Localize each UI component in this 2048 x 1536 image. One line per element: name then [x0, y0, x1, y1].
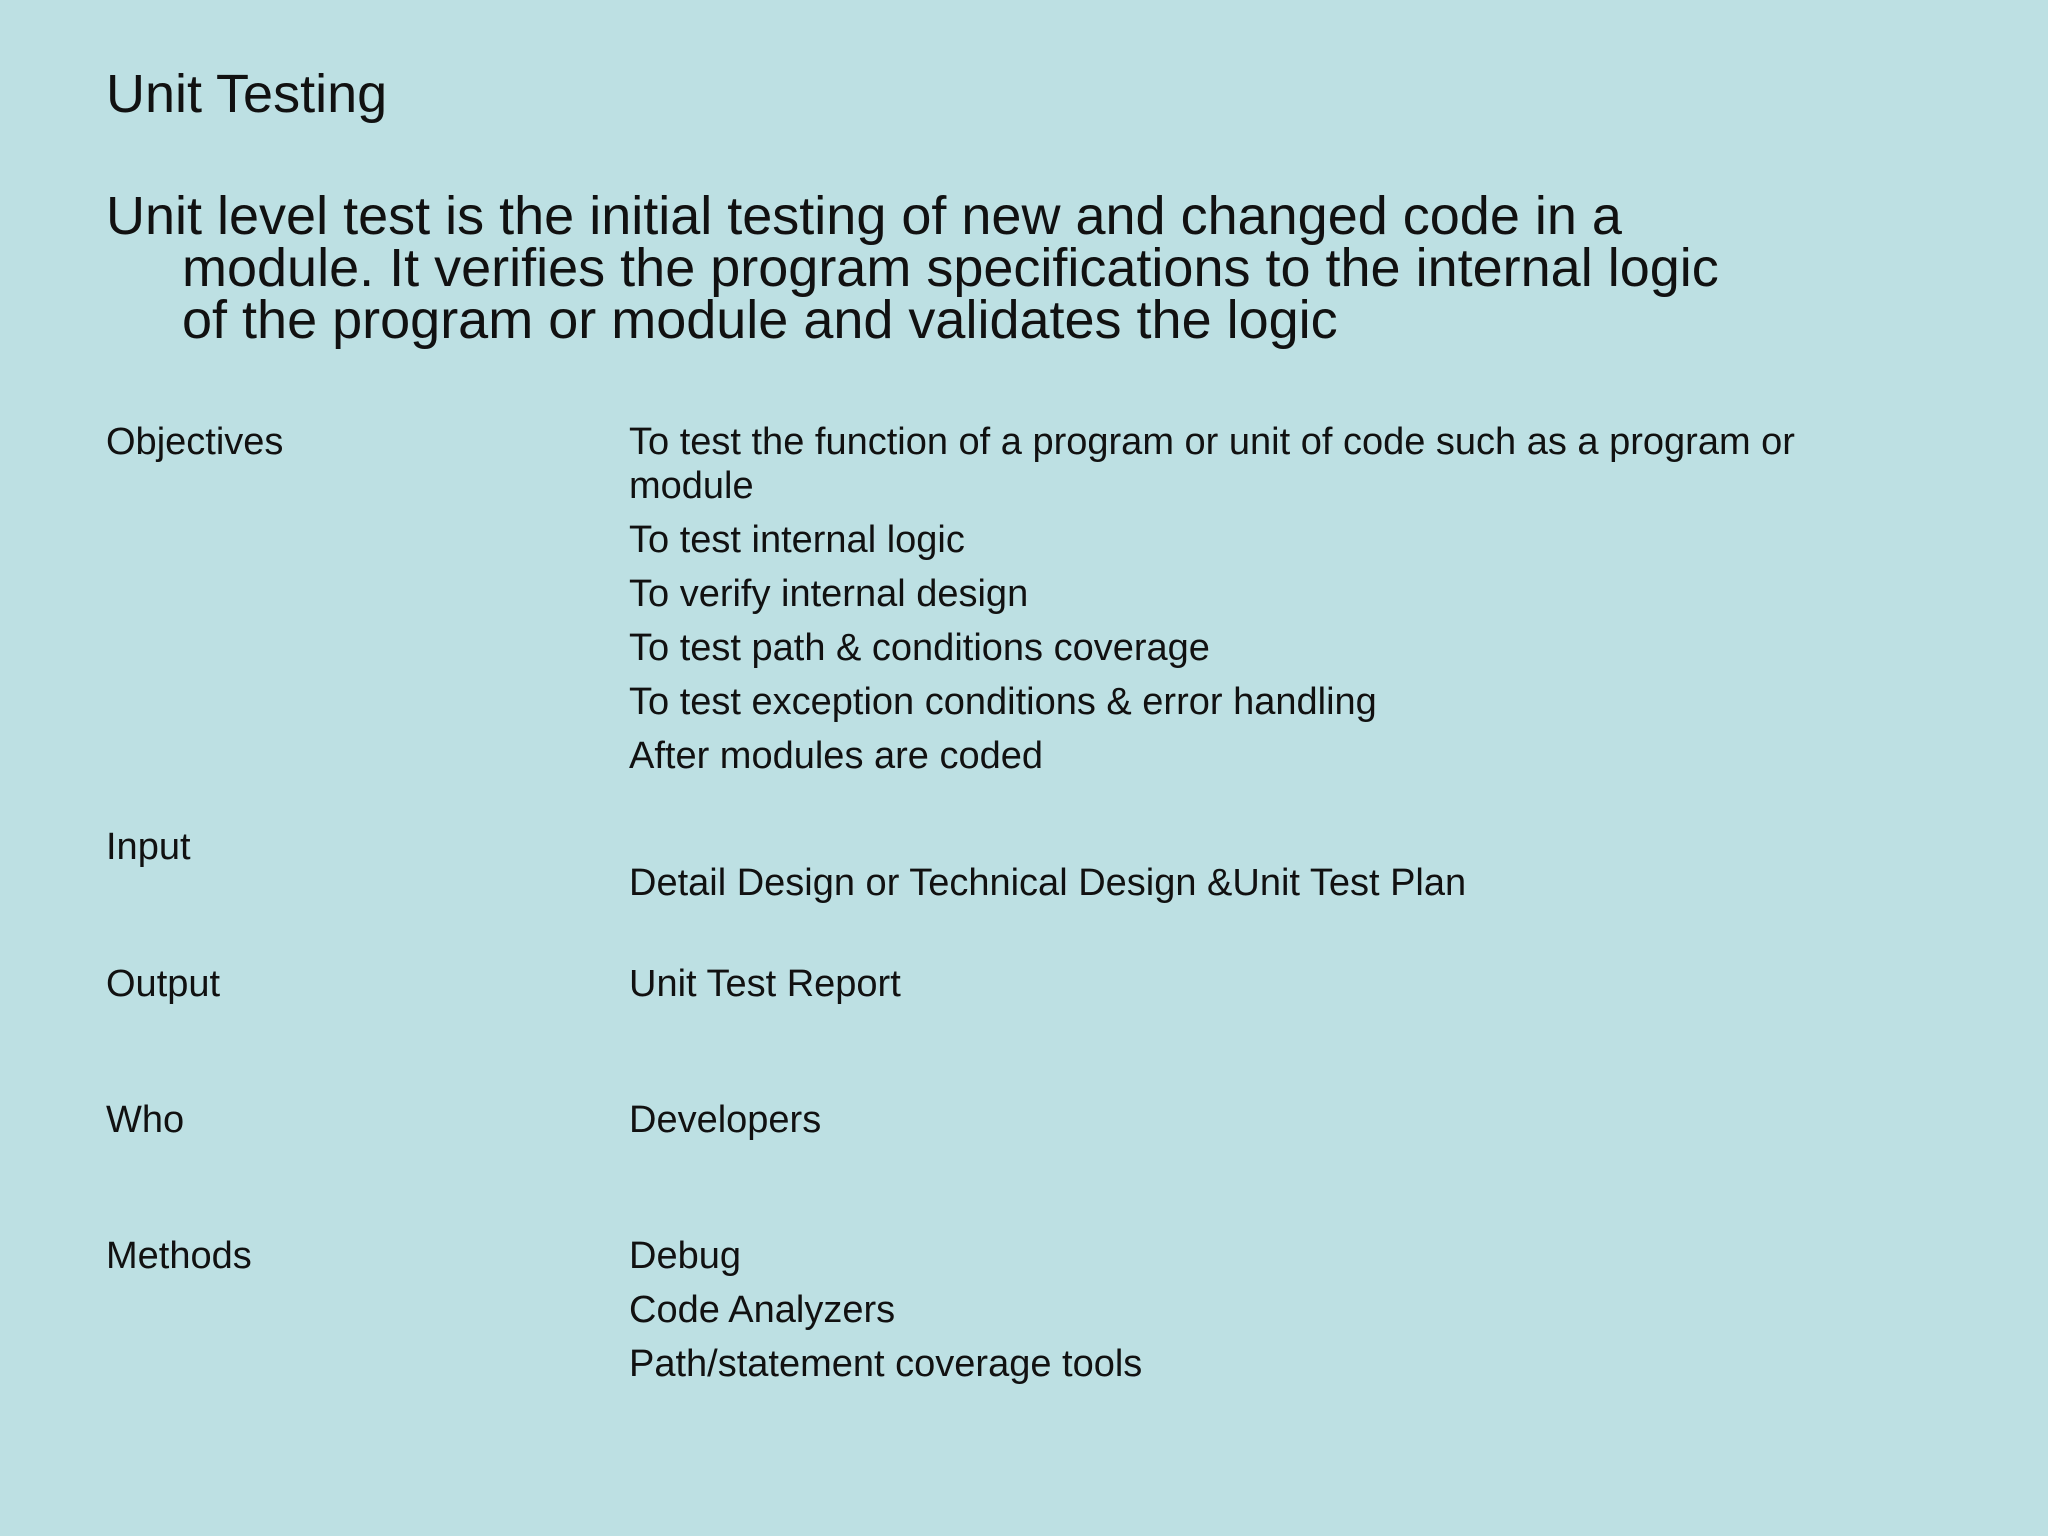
objective-item: To verify internal design [629, 573, 1029, 615]
objectives-label: Objectives [106, 421, 284, 463]
methods-list [629, 1234, 1959, 1386]
who-label: Who [106, 1099, 185, 1141]
who-value: Developers [629, 1099, 822, 1141]
input-value: Detail Design or Technical Design &Unit Test Plan [629, 862, 1467, 904]
method-item: Code Analyzers [629, 1289, 896, 1331]
intro-line: of the program or module and validates the logic [182, 290, 1338, 350]
who-value-block [629, 1098, 1959, 1142]
slide-title: Unit Testing [106, 64, 388, 124]
objective-item: To test internal logic [629, 519, 965, 561]
method-item: Debug [629, 1235, 741, 1277]
intro-line: module. It verifies the program specifications to the internal logic [182, 238, 1719, 298]
intro-paragraph [106, 186, 1886, 350]
objective-item: To test the function of a program or unit of code such as a program or module [629, 421, 1795, 507]
output-value: Unit Test Report [629, 963, 901, 1005]
input-label: Input [106, 826, 191, 868]
objective-item: After modules are coded [629, 735, 1044, 777]
intro-line: Unit level test is the initial testing of new and changed code in a [106, 186, 1622, 246]
method-item: Path/statement coverage tools [629, 1343, 1143, 1385]
objectives-list [629, 420, 1959, 778]
objective-item: To test path & conditions coverage [629, 627, 1210, 669]
methods-label: Methods [106, 1235, 252, 1277]
objective-item: To test exception conditions & error handling [629, 681, 1377, 723]
output-label: Output [106, 963, 221, 1005]
output-value-block [629, 962, 1959, 1006]
input-value-block [629, 861, 1959, 905]
